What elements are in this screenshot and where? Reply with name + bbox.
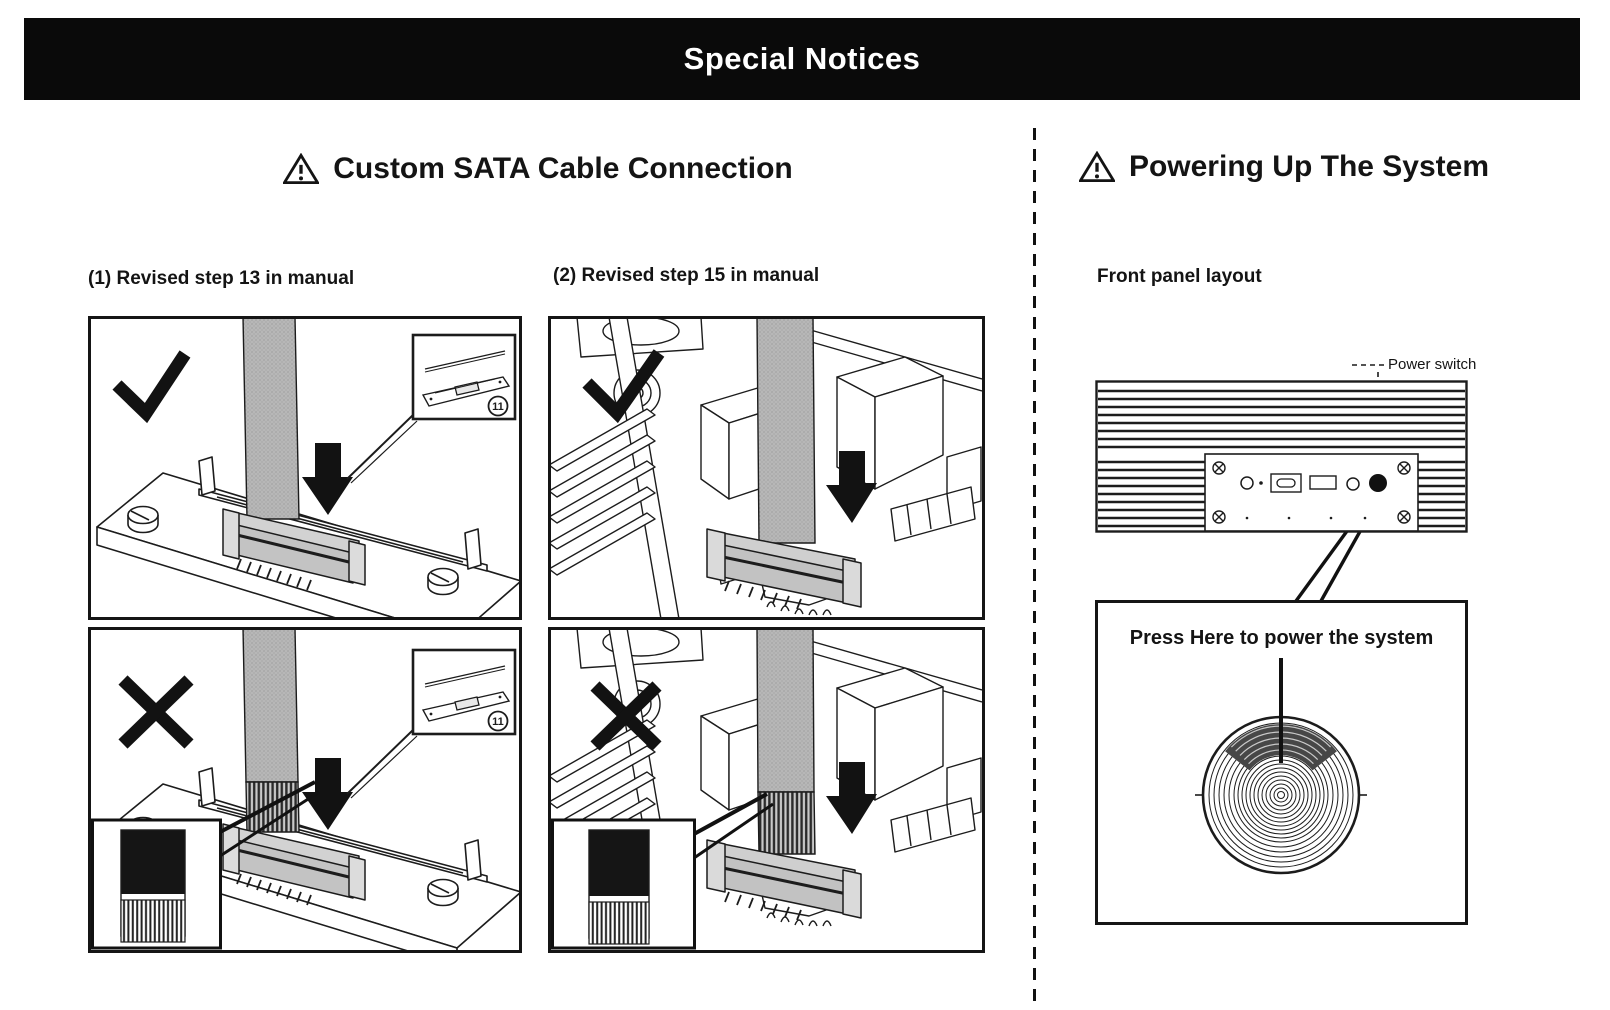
board-illustration [91,319,519,617]
warning-icon [1079,151,1115,183]
press-here-label: Press Here to power the system [1129,627,1434,649]
exposed-cable-contacts [758,792,815,854]
board-illustration [91,630,519,950]
page-header [24,18,1580,100]
ribbon-cable [757,630,814,792]
zoom-inset-cable-end [553,820,695,948]
control-panel-plate [1205,454,1418,531]
arrow-down-icon [302,443,353,515]
diagram-step15-incorrect [548,627,985,953]
sata-title-text: Custom SATA Cable Connection [333,152,793,185]
arrow-down-icon [302,758,353,830]
check-icon [117,354,185,413]
step2-label: (2) Revised step 15 in manual [553,265,820,286]
diagram-step13-correct [88,316,522,620]
power-section-title [1060,150,1508,184]
power-switch-dot [1369,474,1387,492]
motherboard-illustration [551,630,982,950]
diagram-step15-correct [548,316,985,620]
step1-label: (1) Revised step 13 in manual [88,268,355,289]
power-button-diagram [1098,603,1465,922]
power-switch-label: Power switch [1388,356,1477,373]
callout-badge-number: 11 [492,401,504,413]
zoom-inset-cable-end [93,820,221,948]
sata-section-title [88,152,988,186]
manual-step-inset [413,650,515,734]
front-panel-diagram [1095,380,1468,533]
power-button-detail-box [1095,600,1468,925]
ribbon-cable [757,319,815,543]
power-title-text: Powering Up The System [1128,150,1490,183]
ribbon-cable [243,319,299,519]
page-title: Special Notices [683,41,921,76]
cross-icon [123,680,189,744]
mic-hole [1259,481,1263,485]
section-divider [1033,128,1036,1010]
motherboard-illustration [551,319,982,617]
exposed-cable-contacts [246,782,299,832]
callout-badge-number: 11 [492,716,504,728]
ribbon-cable [243,630,298,782]
front-panel-label: Front panel layout [1097,266,1262,287]
manual-step-inset [413,335,515,419]
warning-icon [283,153,319,185]
diagram-step13-incorrect [88,627,522,953]
